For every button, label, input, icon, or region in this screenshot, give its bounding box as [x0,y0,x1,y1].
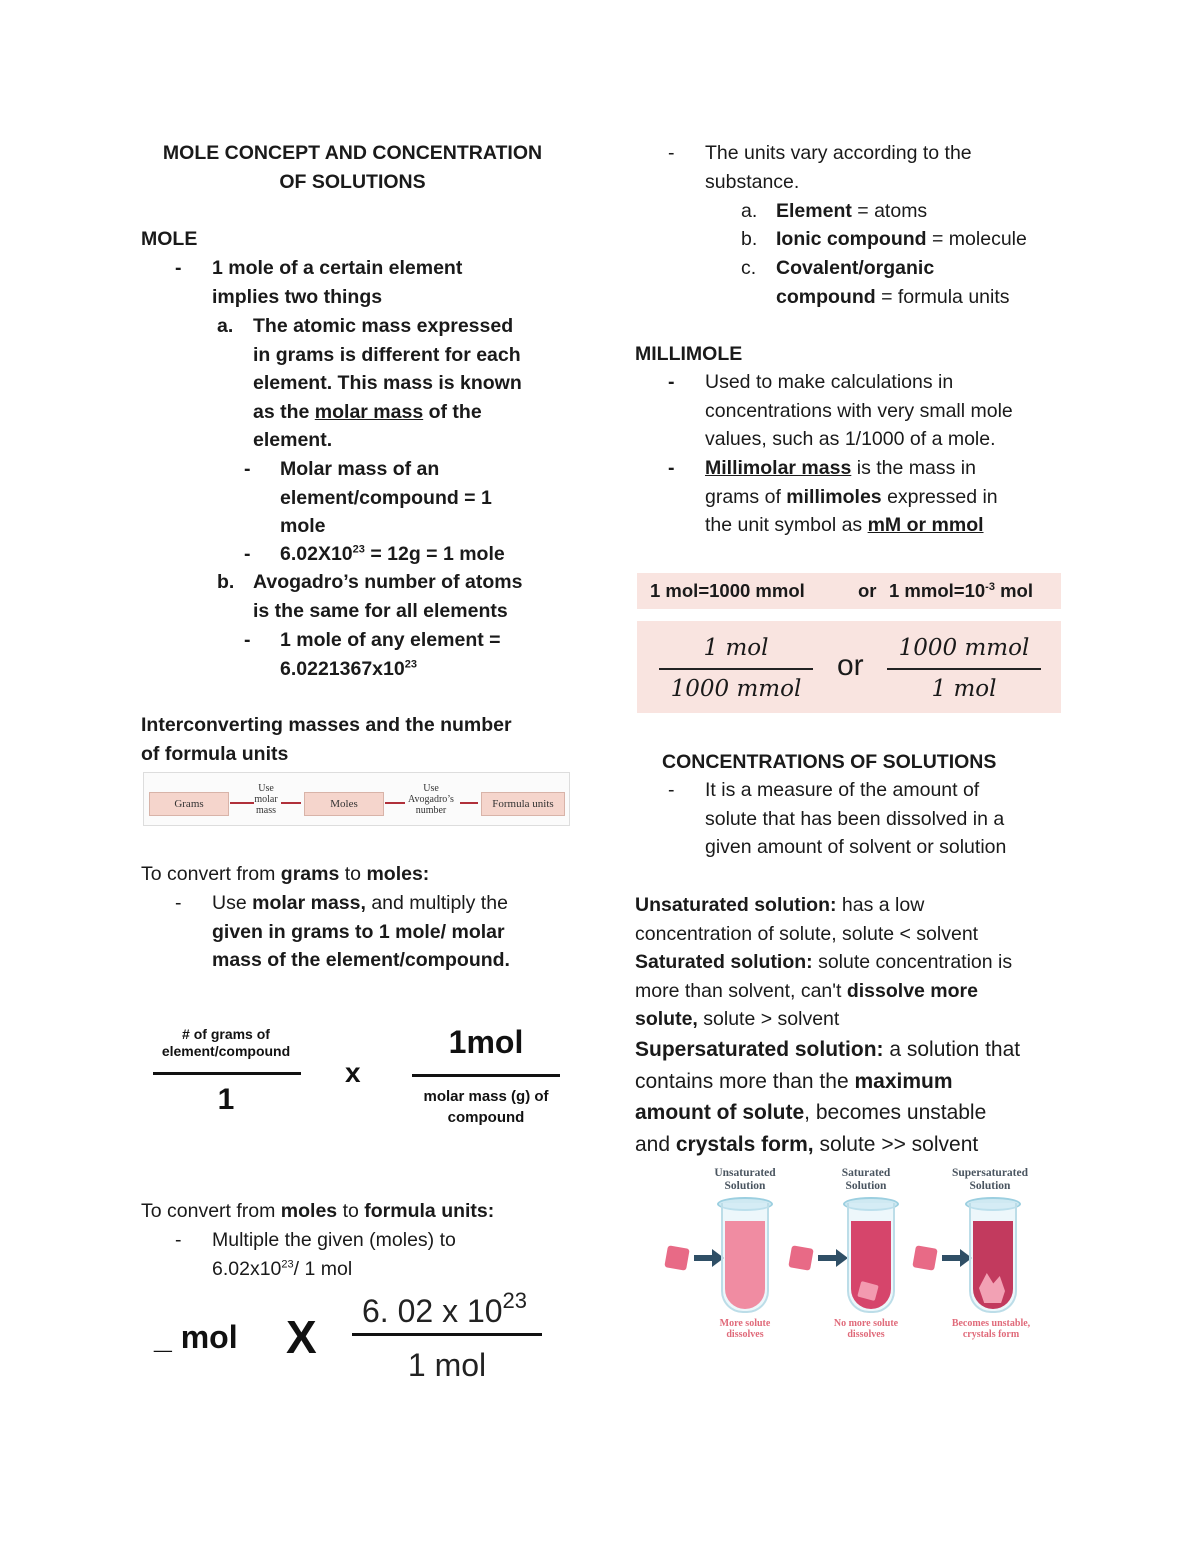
concentrations-point1: - It is a measure of the amount of solute that has been dissolved in a given amount of solvent or solution [668,779,1007,859]
tube-title-unsaturated: Unsaturated Solution [714,1167,776,1192]
arrow-right-icon [818,1255,838,1261]
units-line1: The units vary according to the [705,142,972,164]
times-symbol: X [286,1311,317,1363]
interconvert-heading-line1: Interconverting masses and the number [141,714,512,736]
tube-caption-unsaturated: More solute dissolves [719,1318,771,1340]
tube-title-saturated: Saturated Solution [841,1167,891,1192]
mole-heading: MOLE [141,228,198,250]
fraction-bar [153,1072,301,1075]
formula-avogadro: 6. 02 x $10^{23}$ [362,1288,528,1329]
sub1-line1: Molar mass of an [280,458,440,480]
formula-mol: _ mol [154,1319,238,1355]
mole-b-line1: Avogadro’s number of atoms [253,571,523,593]
millimole-point1: - Used to make calculations in concentrations with very small mole values, such as 1/1000 of a mole. [668,371,1013,451]
mole-item-b [217,568,577,625]
arrow-right-icon [460,802,478,804]
solution-fill [725,1221,765,1309]
units-line2: substance. [705,170,800,193]
arrow-right-icon [694,1255,714,1261]
mole-a-line4: as the molar mass of the [253,400,482,423]
list-marker-a: a. [217,315,234,337]
tube-title-supersaturated: Supersaturated Solution [951,1167,1029,1192]
moles-to-units-bullet: - Multiple the given (moles) to $6.02x10^{23}/$ 1 mol [175,1226,456,1283]
supersaturated-definition: Supersaturated solution: a solution that contains more than the maximum amount of solute, becomes unstable and crystals form, solute >> solvent [635,1038,1021,1156]
solute-cube-icon [788,1245,813,1270]
flow-use-avogadro: Use Avogadro’s number [408,783,454,816]
mole-a-sub1: - Molar mass of an element/compound = 1 mole [244,455,492,541]
millimole-heading: MILLIMOLE [635,343,743,365]
m2u-line2: $6.02x10^{23}/$ 1 mol [212,1257,353,1280]
frac1-num: 1 mol [703,635,769,661]
sub1-line2: element/compound = 1 [280,486,492,509]
interconvert-heading [141,711,512,768]
formula-denominator: 1 [217,1083,235,1116]
flow-formula-units: Formula units [481,792,565,816]
fraction-bar [352,1333,542,1336]
units-item-b: b. Ionic compound = molecule [741,228,1027,250]
formula-denominator-molar-mass: molar mass (g) of compound [423,1088,549,1126]
mmol-eq-right: 1 $mmol=10^{-3}$ mol [889,580,1033,601]
m2u-line1: Multiple the given (moles) to [212,1229,456,1251]
page-title-line1: MOLE CONCEPT AND CONCENTRATION [162,142,543,164]
g2m-line3: mass of the element/compound. [212,949,510,972]
b-sub1-line1: 1 mole of any element = [280,629,501,651]
mole-point1-line2: implies two things [212,285,383,308]
grams-to-moles-formula [150,1022,570,1132]
flow-moles: Moles [304,792,384,816]
frac1-den: 1000 mmol [670,676,802,702]
interconvert-heading-line2: of formula units [141,742,289,765]
fraction-bar [412,1074,560,1077]
mole-b-line2: is the same for all elements [253,599,508,622]
mole-point1-line1: 1 mole of a certain element [212,257,463,279]
flow-grams: Grams [149,792,229,816]
times-symbol: x [345,1057,361,1088]
arrow-right-icon [281,802,301,804]
formula-one-mol: 1 mol [407,1347,487,1383]
fraction-bar [887,668,1041,670]
mole-point1 [175,254,462,311]
tube-caption-saturated: No more solute dissolves [833,1318,899,1340]
mole-a-line3: element. This mass is known [253,372,522,395]
moles-to-units-intro: To convert from moles to formula units: [141,1200,495,1222]
formula-numerator-mol: 1mol [448,1024,524,1060]
page-title-line2: OF SOLUTIONS [279,170,426,193]
saturated-definition: Saturated solution: solute concentration is more than solvent, can't dissolve more solute, solute > solvent [635,951,1013,1031]
frac2-den: 1 mol [931,676,997,702]
mmol-eq-left: 1 mol=1000 mmol [650,580,805,601]
flow-diagram [143,772,570,826]
mole-a-line2: in grams is different for each [253,343,521,366]
sub1-line3: mole [280,515,326,538]
molar-mass-term: molar mass [314,400,424,423]
frac-or: or [837,649,864,682]
units-item-a: a. Element = atoms [741,200,928,222]
moles-to-units-formula [150,1285,570,1395]
millimolar-mass-term: Millimolar mass [705,457,852,479]
mole-b-sub1: - 1 mole of any element = $6.0221367x10^{23}$ [244,626,501,683]
grams-to-moles-bullet: - Use molar mass, and multiply the given in grams to 1 mole/ molar mass of the element/compound. [175,889,575,975]
units-intro: - The units vary according to the substance. [668,139,972,196]
test-tube-saturated [847,1203,895,1313]
flow-use-molar: Use molar mass [254,783,278,816]
solute-cube-icon [664,1245,689,1270]
bullet-dash: - [175,257,182,279]
millimole-point2: - Millimolar mass is the mass in grams of millimoles expressed in the unit symbol as mM or mmol [668,457,998,537]
test-tube-supersaturated [969,1203,1017,1313]
fraction-bar [659,668,813,670]
mmol-conversion-box [637,573,1061,609]
formula-numerator: # of grams of element/compound [161,1026,291,1059]
unit-symbol-term: mM or mmol [867,514,984,537]
concentrations-heading: CONCENTRATIONS OF SOLUTIONS [662,751,997,773]
page-title [140,139,565,196]
mole-a-sub2: - $6.02X10^{23} = 12g = 1$ mole [244,543,505,565]
solute-cube-icon [912,1245,937,1270]
mmol-fraction-box [637,621,1061,713]
grams-to-moles-intro: To convert from grams to moles: [141,863,430,885]
mole-item-a [217,312,577,455]
b-sub1-line2: $6.0221367x10^{23}$ [280,657,417,680]
solutions-illustration [660,1165,1060,1350]
unsaturated-definition: Unsaturated solution: has a low concentration of solute, solute < solvent [635,894,979,945]
g2m-line2: given in grams to 1 mole/ molar [212,920,505,943]
units-item-c: c. Covalent/organic compound = formula units [741,257,1010,308]
test-tube-unsaturated [721,1203,769,1313]
tube-caption-supersaturated: Becomes unstable, crystals form [951,1318,1031,1340]
mole-a-line1: The atomic mass expressed [253,315,514,337]
list-marker-b: b. [217,571,235,593]
mmol-or: or [858,580,877,601]
mole-a-line5: element. [253,429,333,452]
arrow-right-icon [942,1255,962,1261]
frac2-num: 1000 mmol [898,635,1030,661]
